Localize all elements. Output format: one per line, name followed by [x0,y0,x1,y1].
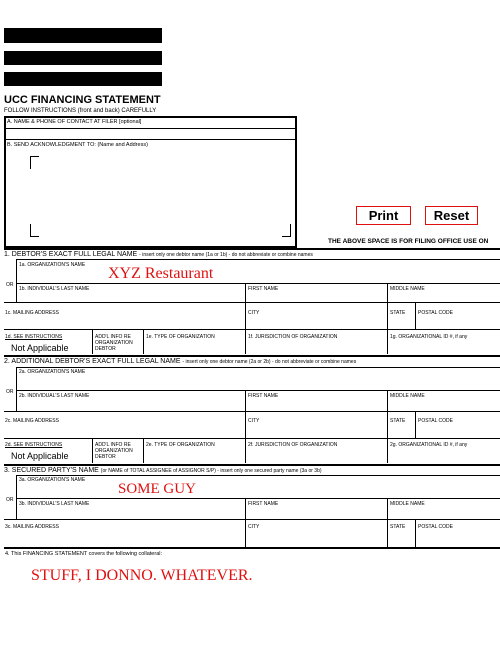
acknowledgment-label: B. SEND ACKNOWLEDGMENT TO: (Name and Address) [7,142,148,148]
section1-mailing-label: 1c. MAILING ADDRESS [5,310,59,316]
section1-state-label: STATE [390,310,406,316]
section1-note: - insert only one debtor name (1a or 1b) - do not abbreviate or combine names [139,252,313,258]
rule [415,302,416,329]
corner-mark [282,224,291,237]
rule [387,519,388,547]
divider [6,139,295,140]
rule [415,519,416,547]
section3-title: 3. SECURED PARTY'S NAME [4,467,99,474]
acknowledgment-address-field[interactable] [30,156,290,236]
rule [4,547,500,549]
section2-type-label: 2e. TYPE OF ORGANIZATION [146,442,215,448]
section1-first-label: FIRST NAME [248,286,279,292]
section3-city-label: CITY [248,524,260,530]
contact-name-field[interactable] [6,129,295,139]
redaction-bar [4,51,162,65]
rule [4,464,500,466]
rule [16,475,17,519]
section3-org-value[interactable]: SOME GUY [118,481,196,497]
section1-middle-label: MIDDLE NAME [390,286,425,292]
rule [16,475,500,476]
section4-label: 4. This FINANCING STATEMENT covers the following collateral: [5,551,162,557]
rule [387,302,388,329]
section1-type-label: 1e. TYPE OF ORGANIZATION [146,334,215,340]
section1-org-value[interactable]: XYZ Restaurant [108,265,214,282]
rule [143,329,144,354]
section1-juris-label: 1f. JURISDICTION OF ORGANIZATION [248,334,338,340]
rule [387,329,388,354]
section3-org-label: 3a. ORGANIZATION'S NAME [19,477,86,483]
section2-city-label: CITY [248,418,260,424]
section2-org-label: 2a. ORGANIZATION'S NAME [19,369,86,375]
rule [4,411,500,412]
reset-button[interactable]: Reset [425,206,478,225]
redaction-bar [4,72,162,86]
section2-note: - insert only one debtor name (2a or 2b) - do not abbreviate or combine names [182,359,357,365]
rule [16,367,500,368]
section2-state-label: STATE [390,418,406,424]
rule [4,355,500,357]
rule [245,411,246,438]
print-button[interactable]: Print [356,206,411,225]
section3-mailing-label: 3c. MAILING ADDRESS [5,524,59,530]
or-label: OR [6,389,14,395]
corner-mark [30,156,39,169]
rule [16,259,17,302]
rule [415,411,416,438]
section3-note: (or NAME of TOTAL ASSIGNEE of ASSIGNOR S/P) - insert only one secured party name (3a or 3b) [100,468,322,474]
section1-see-label: 1d. SEE INSTRUCTIONS [5,334,63,340]
section2-org-field[interactable] [17,375,500,389]
section2-middle-label: MIDDLE NAME [390,393,425,399]
rule [92,329,93,354]
rule [4,248,500,250]
section2-juris-label: 2f. JURISDICTION OF ORGANIZATION [248,442,338,448]
rule [245,519,246,547]
form-title: UCC FINANCING STATEMENT [4,94,161,106]
filing-office-note: THE ABOVE SPACE IS FOR FILING OFFICE USE ON [328,238,489,245]
follow-instructions: FOLLOW INSTRUCTIONS (front and back) CAREFULLY [4,108,157,114]
section3-state-label: STATE [390,524,406,530]
rule [4,302,500,303]
contact-name-label: A. NAME & PHONE OF CONTACT AT FILER [optional] [7,119,142,125]
section3-last-label: 3b. INDIVIDUAL'S LAST NAME [19,501,90,507]
section2-mailing-label: 2c. MAILING ADDRESS [5,418,59,424]
rule [16,498,500,499]
section3-heading [4,467,322,475]
section3-first-label: FIRST NAME [248,501,279,507]
section2-title: 2. ADDITIONAL DEBTOR'S EXACT FULL LEGAL NAME [4,358,181,365]
section2-first-label: FIRST NAME [248,393,279,399]
section2-postal-label: POSTAL CODE [418,418,454,424]
rule [16,367,17,411]
rule [387,283,388,302]
rule [245,390,246,411]
rule [4,519,500,520]
section1-org-label: 1a. ORGANIZATION'S NAME [19,262,86,268]
rule [245,302,246,329]
rule [387,411,388,438]
section4-collateral-value[interactable]: STUFF, I DONNO. WHATEVER. [31,567,253,584]
rule [143,438,144,463]
rule [4,438,500,439]
or-label: OR [6,282,14,288]
section1-see-value[interactable]: Not Applicable [11,343,69,353]
section1-postal-label: POSTAL CODE [418,310,454,316]
rule [16,259,500,260]
rule [245,438,246,463]
rule [245,283,246,302]
section3-postal-label: POSTAL CODE [418,524,454,530]
section1-city-label: CITY [248,310,260,316]
section2-orgid-label: 2g. ORGANIZATIONAL ID #, if any [390,442,468,448]
section1-heading [4,251,313,259]
section1-title: 1. DEBTOR'S EXACT FULL LEGAL NAME [4,251,138,258]
rule [16,283,500,284]
corner-mark [30,224,39,237]
rule [92,438,93,463]
rule [4,329,500,330]
section1-orgid-label: 1g. ORGANIZATIONAL ID #, if any [390,334,468,340]
section2-last-label: 2b. INDIVIDUAL'S LAST NAME [19,393,90,399]
section3-middle-label: MIDDLE NAME [390,501,425,507]
rule [16,390,500,391]
rule [387,438,388,463]
section1-last-label: 1b. INDIVIDUAL'S LAST NAME [19,286,90,292]
rule [387,390,388,411]
rule [387,498,388,519]
section2-addl-label: ADD'L INFO RE ORGANIZATION DEBTOR [95,442,133,460]
or-label: OR [6,497,14,503]
rule [245,329,246,354]
section2-see-value[interactable]: Not Applicable [11,451,69,461]
rule [245,498,246,519]
section2-heading [4,358,356,366]
section2-see-label: 2d. SEE INSTRUCTIONS [5,442,63,448]
redaction-bar [4,28,162,43]
section1-addl-label: ADD'L INFO RE ORGANIZATION DEBTOR [95,334,133,352]
